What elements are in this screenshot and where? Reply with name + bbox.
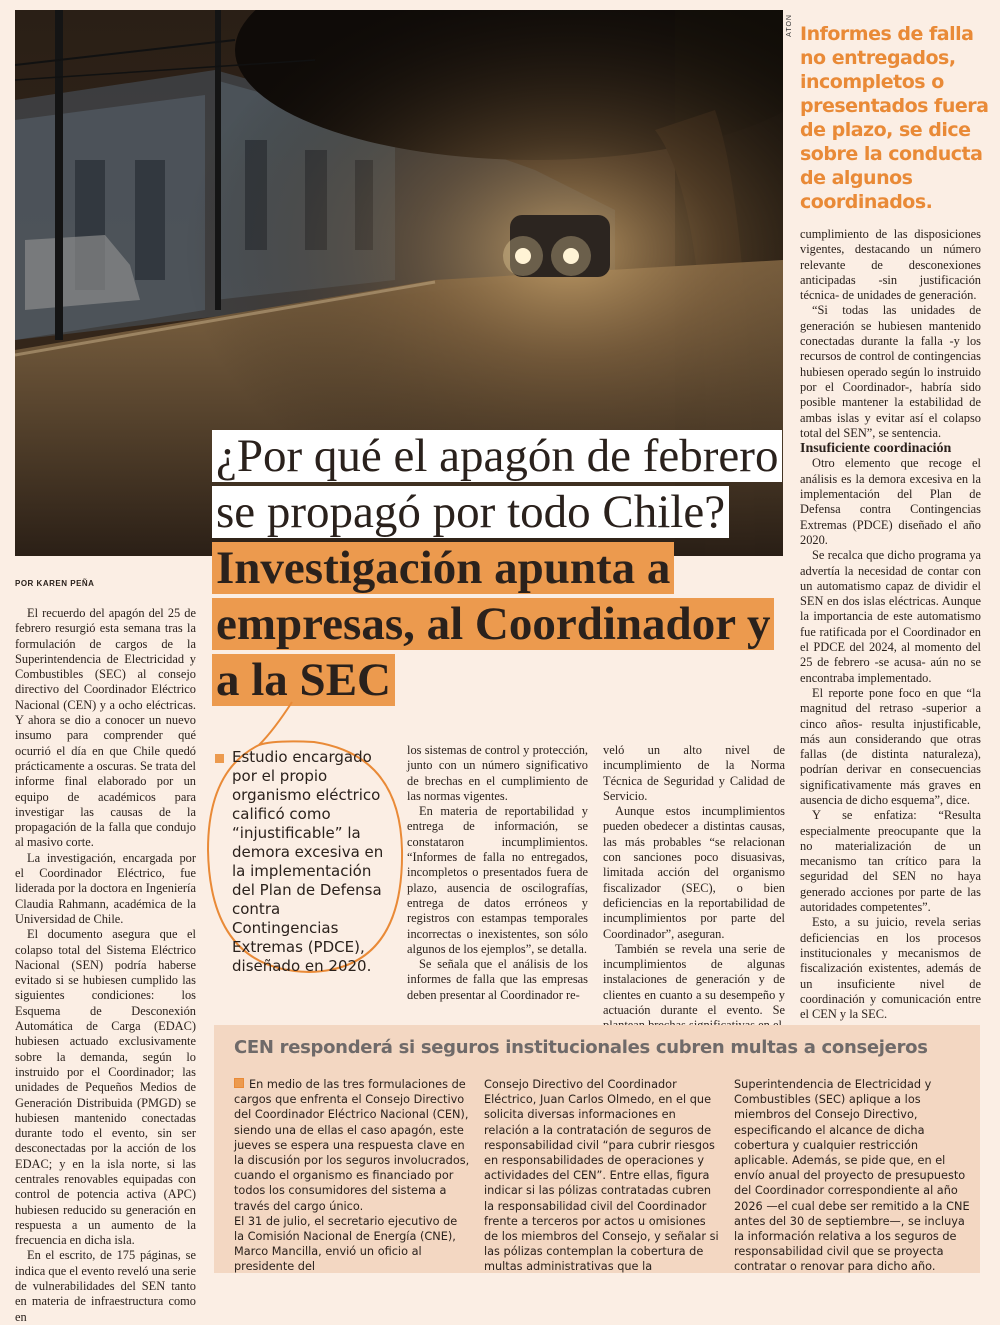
paragraph: Se señala que el análisis de los informes de falla que las empresas deben presentar al Coordinador re-: [407, 957, 588, 1002]
byline: POR KAREN PEÑA: [15, 579, 95, 588]
column-1: [15, 606, 196, 1325]
paragraph: Consejo Directivo del Coordinador Eléctrico, Juan Carlos Olmedo, en el que solicita diversas informaciones en relación a la contratación de seguros de responsabilidad civil “para cubrir riesgos en responsabilidades de operaciones y actividades del CEN”. Entre ellas, figura indicar si las pólizas contratadas cubren la responsabilidad civil del Coordinador frente a terceros por actos u omisiones de los miembros del Consejo, y señalar si las pólizas contemplan la cobertura de multas administrativas que la: [484, 1078, 719, 1274]
photo-credit: ATON: [786, 14, 793, 37]
paragraph: El recuerdo del apagón del 25 de febrero resurgió esta semana tras la formulación de cargos de la Superintendencia de Electricidad y Combustibles (SEC) al consejo directivo del Coordinador Eléctrico Nacional (CEN) y a ocho eléctricas. Y ahora se dio a conocer un nuevo insumo para comprender qué ocurrió el día en que Chile quedó prácticamente a oscuras. Se trata del informe final elaborado por un equipo de académicos para investigar las causas de la propagación de la falla que condujo al masivo corte.: [15, 606, 196, 850]
paragraph: El 31 de julio, el secretario ejecutivo de la Comisión Nacional de Energía (CNE), Marco Mancilla, envió un oficio al presidente del: [234, 1214, 458, 1274]
headline-answer: Investigación apunta a empresas, al Coordinador y a la SEC: [212, 542, 774, 706]
paragraph: cumplimiento de las disposiciones vigentes, destacando un número relevante de desconexiones anticipadas -sin justificación técnica- de unidades de generación.: [800, 227, 981, 303]
paragraph: “Si todas las unidades de generación se hubiesen mantenido conectadas durante la falla -y los recursos de control de contingencias hubiesen operado según lo instruido por el Coordinador-, habría sido posible mantener la estabilidad de ambas islas y evitar así el colapso total del SEN”, se sentencia.: [800, 303, 981, 440]
paragraph: [234, 1077, 470, 1214]
sidebar-column-3: [734, 1077, 970, 1275]
paragraph: También se revela una serie de incumplimientos de algunas instalaciones de generación y de clientes en cuanto a su desempeño y actuación durante el evento. Se: [603, 941, 785, 1018]
column-4: [800, 227, 981, 1022]
bullet-square-icon: [234, 1078, 244, 1088]
bullet-square-icon: [215, 754, 224, 763]
headline-question: ¿Por qué el apagón de febrero se propagó por todo Chile?: [212, 430, 782, 538]
sidebar-title: CEN responderá si seguros institucionales cubren multas a consejeros: [234, 1037, 928, 1058]
kicker: Informes de falla no entregados, incompletos o presentados fuera de plazo, se dice sobre la conducta de algunos coordinados.: [800, 23, 989, 213]
paragraph: los sistemas de control y protección, junto con un número significativo de brechas en el cumplimiento de las normas vigentes.: [407, 743, 588, 803]
column-3: [603, 743, 785, 1034]
sidebar-column-1: [234, 1077, 470, 1275]
subheading: Insuficiente coordinación: [800, 441, 952, 457]
paragraph: Se recalca que dicho programa ya advertía la necesidad de contar con un automatismo capaz de dividir el SEN en dos islas eléctricas. Aunque la importancia de este automatismo fue ratificada por el Coordinador en el PDCE del 2024, al momento del 25 de febrero -se acusa- aún no se encontraba implementado.: [800, 548, 981, 685]
column-2: [407, 743, 588, 1003]
paragraph: En materia de reportabilidad y entrega de información, se constataron incumplimientos. “Informes de falla no entregados, incompletos o presentados fuera de plazo, ausencia de oscilografías, entrega de datos erróneos y registros con estampas temporales incorrectas o inexistentes, son sólo algunos de los ejemplos”, se detalla.: [407, 804, 588, 956]
paragraph: En el escrito, de 175 páginas, se indica que el evento reveló una serie de vulnerabilidades del SEN tanto en materia de infraestructura como en: [15, 1248, 196, 1324]
pull-quote: [215, 748, 390, 976]
paragraph: veló un alto nivel de incumplimiento de la Norma Técnica de Seguridad y Calidad de Servicio.: [603, 743, 785, 803]
pull-quote-text: Estudio encargado por el propio organismo eléctrico calificó como “injustificable” la demora excesiva en la implementación del Plan de Defensa contra Contingencias Extremas (PDCE), diseñado en 2020.: [232, 748, 384, 975]
paragraph: Esto, a su juicio, revela serias deficiencias en los procesos institucionales y mecanismos de fiscalización existentes, además de un insuficiente nivel de coordinación y comunicación entre el CEN y la SEC.: [800, 915, 981, 1022]
paragraph: Aunque estos incumplimientos pueden obedecer a distintas causas, las más probables “se relacionan con sanciones poco disuasivas, limitada acción del organismo fiscalizador (SEC), o bien deficiencias en la reportabilidad de incumplimientos por parte del Coordinador”, aseguran.: [603, 804, 785, 941]
sidebar-box: [214, 1025, 980, 1273]
headline: [212, 428, 792, 708]
paragraph: El reporte pone foco en que “la magnitud del retraso -superior a cinco años- resulta injustificable, más aun considerando que otras fallas (de distinta naturaleza), podrían derivar en consecuencias significativamente más graves en ausencia de dicho esquema”, dice.: [800, 685, 981, 807]
paragraph: La investigación, encargada por el Coordinador Eléctrico, fue liderada por la doctora en Ingeniería Claudia Rahmann, académica de la Universidad de Chile.: [15, 850, 196, 926]
sidebar-column-2: [484, 1077, 720, 1275]
paragraph-text: En medio de las tres formulaciones de cargos que enfrenta el Consejo Directivo del Coordinador Eléctrico Nacional (CEN), siendo una de ellas el caso apagón, este jueves se espera una respuesta clave en la discusión por los seguros involucrados, cuando el organismo es financiado por todos los consumidores del sistema a través del cargo único.: [234, 1078, 470, 1213]
paragraph: Y se enfatiza: “Resulta especialmente preocupante que la no materialización de un mecanismo tan crítico para la seguridad del SEN no haya generado acciones por parte de las autoridades competentes”.: [800, 808, 981, 915]
paragraph: Superintendencia de Electricidad y Combustibles (SEC) aplique a los miembros del Consejo Directivo, especificando el alcance de dicha cobertura y cualquier restricción aplicable. Además, se pide que, en el envío anual del proyecto de presupuesto del Coordinador correspondiente al año 2026 —el cual debe ser remitido a la CNE antes del 30 de septiembre—, se incluya la información relativa a los seguros de responsabilidad civil que se proyecta contratar o renovar para dicho año.: [734, 1078, 970, 1274]
paragraph: Otro elemento que recoge el análisis es la demora excesiva en la implementación del Plan de Defensa contra Contingencias Extremas (PDCE) diseñado el año 2020.: [800, 456, 981, 547]
paragraph: El documento asegura que el colapso total del Sistema Eléctrico Nacional (SEN) podría haberse evitado si se hubiesen cumplido las siguientes condiciones: los Esquema de Desconexión Automática de Carga (EDAC) hubiesen actuado exclusivamente sobre la demanda, según lo instruido por el Coordinador; las unidades de Pequeños Medios de Generación Distribuida (PMGD) se hubiesen mantenido conectadas durante todo el evento, sin ser desconectadas por la acción de los EDAC; y en la isla norte, si las centrales renovables equipadas con control de potencia activa (APC) hubiesen reducido su generación en respuesta a un aumento de la frecuencia en dicha isla.: [15, 927, 196, 1248]
